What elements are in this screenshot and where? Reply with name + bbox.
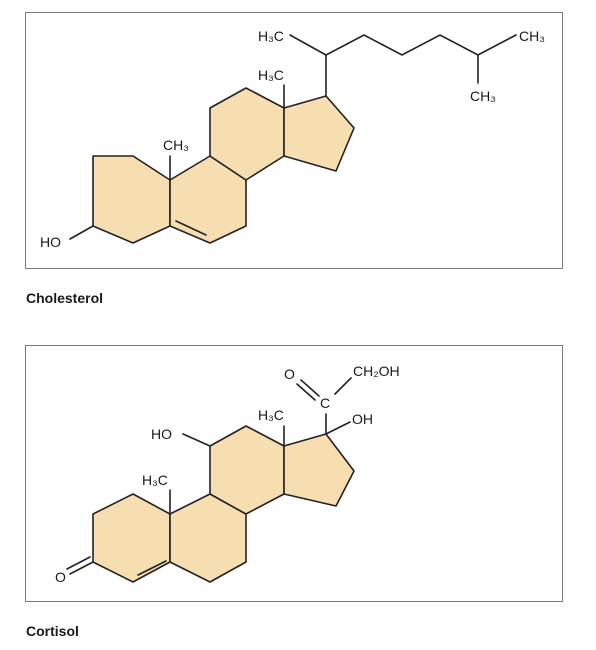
oh-c17-bond [326,422,350,434]
side-chain [326,35,516,96]
ketone-ring-bond-2 [67,557,90,569]
cholesterol-structure [26,13,564,270]
cortisol-structure [26,346,564,603]
ring-d [284,434,354,506]
ho-bond [70,226,93,239]
ch3-branch-label: CH₃ [470,88,496,104]
ch2oh-label: CH₂OH [353,363,400,379]
oh-c17-label: OH [352,411,373,427]
h3c-chain-label: H₃C [258,28,284,44]
h3c-ring-d-label: H₃C [258,407,284,423]
h3c-ring-d-label: H₃C [258,67,284,83]
co-bond-2 [297,384,315,400]
ho-label: HO [40,234,61,250]
c-side-label: C [320,395,331,411]
ch3-ring-a-label: CH₃ [163,137,189,153]
ch3-chain-end-label: CH₃ [519,28,545,44]
ho-c11-label: HO [151,426,172,442]
ring-c [210,426,284,514]
cholesterol-caption: Cholesterol [26,290,104,306]
ho-c11-bond [183,434,210,446]
o-side-label: O [284,366,295,382]
cortisol-panel [25,345,563,602]
cortisol-caption: Cortisol [26,623,79,639]
co-bond-1 [301,380,319,396]
ch2oh-bond [335,378,351,394]
chain-methyl-bond [290,35,326,55]
o-ring-label: O [55,569,66,585]
ring-a [93,494,170,582]
h3c-ring-a-label: H₃C [142,472,168,488]
cholesterol-panel [25,12,563,269]
ketone-ring-bond-1 [70,562,93,574]
ring-d [284,96,354,171]
ring-a [93,156,170,243]
